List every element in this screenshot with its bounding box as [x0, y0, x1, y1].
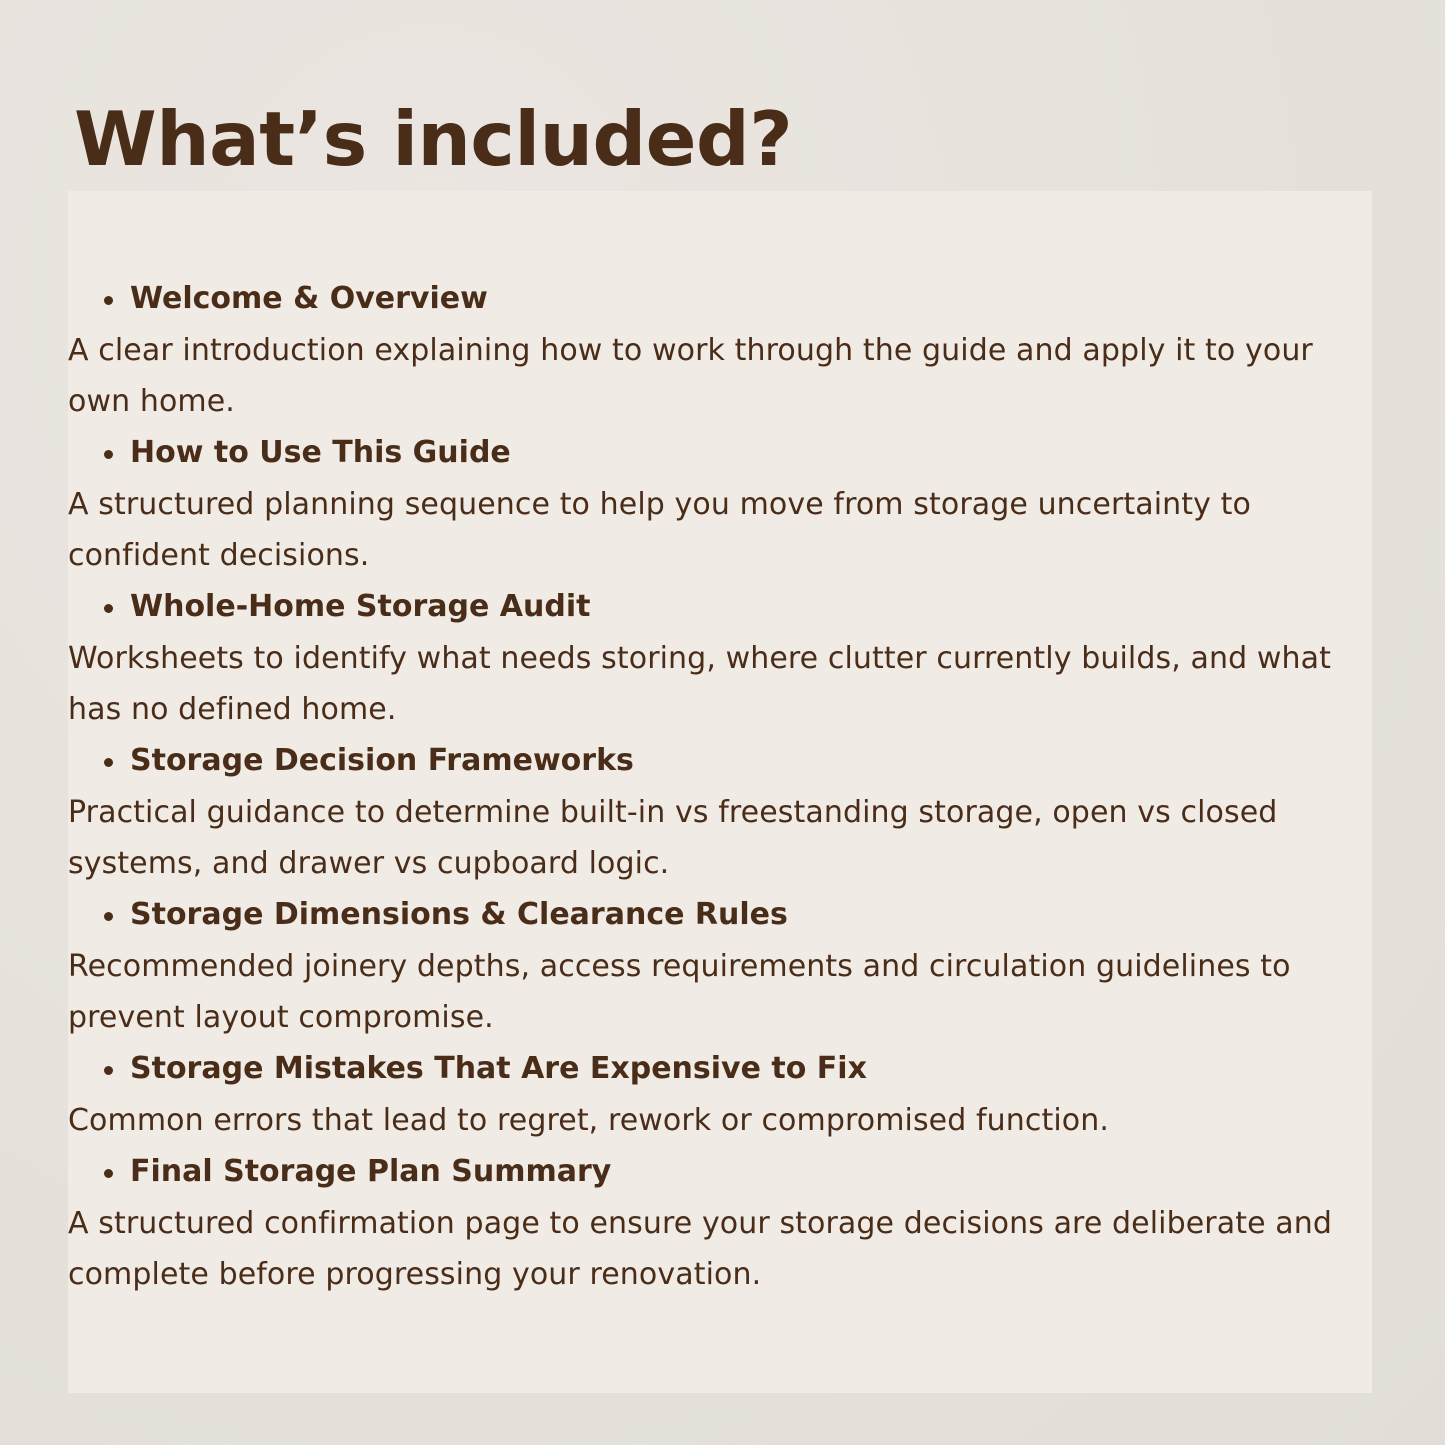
bullet-icon [104, 1169, 113, 1178]
item-heading: Storage Decision Frameworks [130, 743, 634, 778]
item-heading-row [68, 581, 1372, 633]
item-description: Recommended joinery depths, access requirements and circulation guidelines to prevent layout compromise. [68, 949, 1291, 1035]
bullet-icon [104, 604, 113, 613]
item-description: Worksheets to identify what needs storing, where clutter currently builds, and what has no defined home. [68, 641, 1331, 727]
item-description: A structured confirmation page to ensure your storage decisions are deliberate and complete before progressing your renovation. [68, 1206, 1333, 1292]
item-heading-row [68, 735, 1372, 787]
page-title: What’s included? [74, 95, 793, 183]
item-heading-row [68, 1146, 1372, 1198]
item-description: A structured planning sequence to help you move from storage uncertainty to confident decisions. [68, 487, 1251, 573]
bullet-icon [104, 1066, 113, 1075]
item-description: Practical guidance to determine built-in vs freestanding storage, open vs closed systems, and drawer vs cupboard logic. [68, 795, 1278, 881]
list-item-storage-mistakes [68, 1043, 1372, 1146]
list-item-final-summary [68, 1146, 1372, 1300]
item-heading-row [68, 273, 1372, 325]
item-heading-row [68, 427, 1372, 479]
item-heading: Storage Dimensions & Clearance Rules [130, 897, 788, 932]
bullet-icon [104, 758, 113, 767]
content-card [68, 191, 1372, 1393]
item-description: Common errors that lead to regret, rework or compromised function. [68, 1103, 1109, 1138]
item-heading-row [68, 1043, 1372, 1095]
item-heading: Whole-Home Storage Audit [130, 589, 591, 624]
item-heading: How to Use This Guide [130, 435, 511, 470]
bullet-icon [104, 450, 113, 459]
item-heading: Final Storage Plan Summary [130, 1154, 612, 1189]
bullet-icon [104, 912, 113, 921]
list-item-welcome [68, 273, 1372, 427]
included-list [68, 273, 1372, 1300]
item-heading-row [68, 889, 1372, 941]
item-heading: Welcome & Overview [130, 281, 488, 316]
bullet-icon [104, 296, 113, 305]
item-heading: Storage Mistakes That Are Expensive to Fix [130, 1051, 867, 1086]
list-item-storage-audit [68, 581, 1372, 735]
list-item-how-to-use [68, 427, 1372, 581]
item-description: A clear introduction explaining how to work through the guide and apply it to your own home. [68, 333, 1313, 419]
list-item-decision-frameworks [68, 735, 1372, 889]
list-item-dimensions-clearance [68, 889, 1372, 1043]
